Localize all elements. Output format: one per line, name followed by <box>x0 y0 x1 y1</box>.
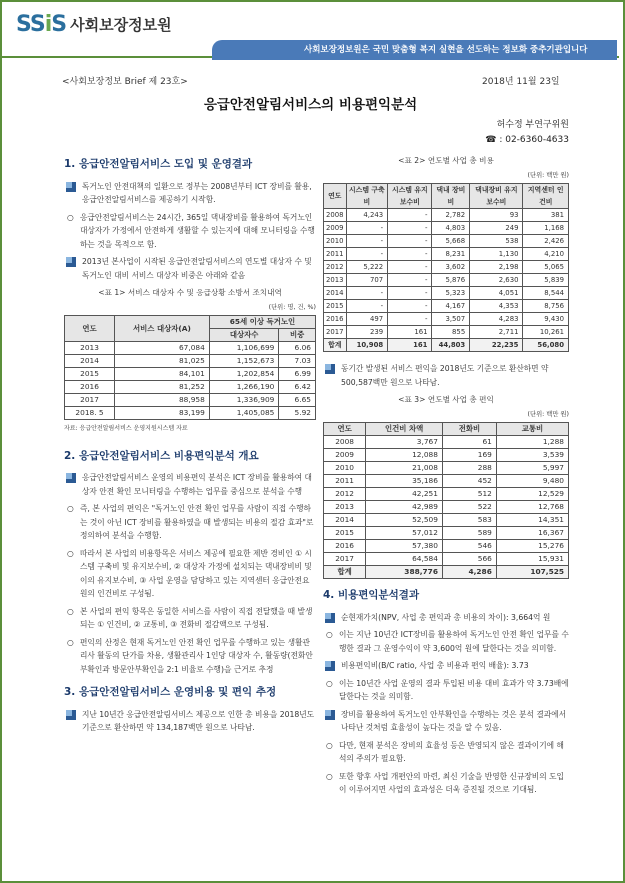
section-2-title: 2. 응급안전알림서비스 비용편익분석 개요 <box>64 449 259 462</box>
table-cell: 35,186 <box>366 475 443 488</box>
square-bullet-icon <box>66 473 76 483</box>
table-header: 교통비 <box>496 423 568 436</box>
table-cell: 2,711 <box>470 326 523 339</box>
table-cell: 497 <box>346 313 388 326</box>
square-bullet-icon <box>325 710 335 720</box>
circle-bullet-icon: ○ <box>326 678 333 688</box>
table-cell: 44,803 <box>432 339 470 352</box>
table-row <box>324 540 569 553</box>
table-cell: 2008 <box>324 209 347 222</box>
table-cell: 2013 <box>324 274 347 287</box>
table-header: 지역센터 인건비 <box>523 184 569 209</box>
table-cell: 538 <box>470 235 523 248</box>
table-cell: 107,525 <box>496 566 568 579</box>
table-cell: 12,529 <box>496 488 568 501</box>
table-cell: 3,507 <box>432 313 470 326</box>
table-cell: 93 <box>470 209 523 222</box>
table-cell: 5.92 <box>279 407 316 420</box>
table-cell: 64,584 <box>366 553 443 566</box>
circle-bullet-icon: ○ <box>67 504 74 513</box>
table-cell: 1,106,699 <box>209 342 279 355</box>
table-cell: 2,782 <box>432 209 470 222</box>
table-cell: - <box>388 222 432 235</box>
table-cell: 3,602 <box>432 261 470 274</box>
table-cell: 288 <box>442 462 496 475</box>
table-cell: 2017 <box>65 394 115 407</box>
table-cell: 4,283 <box>470 313 523 326</box>
table1-caption: <표 1> 서비스 대상자 수 및 응급상황 소방서 조치내역 <box>98 288 282 297</box>
table-cell: 2010 <box>324 235 347 248</box>
table-cell: 546 <box>442 540 496 553</box>
table-cell: 452 <box>442 475 496 488</box>
table-row <box>324 436 569 449</box>
table-row <box>324 313 569 326</box>
table-cell: 1,202,854 <box>209 368 279 381</box>
circle-bullet-icon: ○ <box>326 630 333 639</box>
table-header: 시스템 구축비 <box>346 184 388 209</box>
table-header: 댁내장비 유지보수비 <box>470 184 523 209</box>
sec4-bullet-2: 비용편익비(B/C ratio, 사업 총 비용과 편익 배율): 3.73 <box>323 659 569 673</box>
table-header: 65세 이상 독거노인 <box>209 316 315 329</box>
table-cell: 381 <box>523 209 569 222</box>
table-cell: 9,480 <box>496 475 568 488</box>
table-cell: 2014 <box>65 355 115 368</box>
table-cell: 2009 <box>324 222 347 235</box>
issue-date: 2018년 11월 23일 <box>482 77 560 87</box>
table-cell: 589 <box>442 527 496 540</box>
table-cell: 2012 <box>324 261 347 274</box>
table-cell: - <box>346 300 388 313</box>
table-cell: 합계 <box>324 566 366 579</box>
table-cell: 22,235 <box>470 339 523 352</box>
table-row <box>324 222 569 235</box>
table-row <box>324 553 569 566</box>
table-header: 시스템 유지보수비 <box>388 184 432 209</box>
table-header: 연도 <box>324 423 366 436</box>
table-row <box>65 342 316 355</box>
sec2-para-4: ○ 본 사업의 편익 항목은 동일한 서비스를 사람이 직접 전달했을 때 발생되는 ① 인건비, ② 교통비, ③ 전화비 절감액으로 구성됨. <box>67 606 313 629</box>
table-row <box>324 248 569 261</box>
table-row <box>324 235 569 248</box>
table-cell: 4,353 <box>470 300 523 313</box>
table-cell: 4,051 <box>470 287 523 300</box>
table-row <box>324 527 569 540</box>
table-cell: 42,251 <box>366 488 443 501</box>
sec4-bullet-1: 순현재가치(NPV, 사업 총 편익과 총 비용의 차이): 3,664억 원 <box>323 611 569 625</box>
sec4-bullet-3: 장비를 활용하여 독거노인 안부확인을 수행하는 것은 분석 결과에서 나타난 것처럼 효율성이 높다는 것을 알 수 있음. <box>323 708 569 735</box>
author-block <box>485 118 569 148</box>
tagline-bar: 사회보장정보원은 국민 맞춤형 복지 실현을 선도하는 정보화 중추기관입니다 <box>212 40 617 60</box>
table-cell: 6.42 <box>279 381 316 394</box>
table-cell: 1,266,190 <box>209 381 279 394</box>
table-cell: 57,380 <box>366 540 443 553</box>
mid-para-1: 동기간 발생된 서비스 편익을 2018년도 기준으로 환산하면 약 500,587백만 원으로 나타남. <box>323 362 569 389</box>
table-cell: - <box>346 222 388 235</box>
table-cell: - <box>388 287 432 300</box>
table-row <box>324 514 569 527</box>
table-cell: 8,231 <box>432 248 470 261</box>
sec1-para-3: 2013년 본사업이 시작된 응급안전알림서비스의 연도별 대상자 수 및 독거노인 대비 서비스 대상자 비중은 아래와 같음 <box>64 255 316 282</box>
table2-unit: (단위: 백만 원) <box>527 171 569 179</box>
table-cell: 388,776 <box>366 566 443 579</box>
table-row <box>65 355 316 368</box>
circle-bullet-icon: ○ <box>67 212 74 222</box>
table-cell: 10,261 <box>523 326 569 339</box>
table-cell: - <box>388 248 432 261</box>
table-header: 비중 <box>279 329 316 342</box>
table-cell: 21,008 <box>366 462 443 475</box>
table-cell: 2008 <box>324 436 366 449</box>
table-cell: 1,152,673 <box>209 355 279 368</box>
table-1 <box>64 315 316 420</box>
table-cell: 2014 <box>324 514 366 527</box>
table-cell: - <box>388 313 432 326</box>
table-cell: 6.06 <box>279 342 316 355</box>
table-header: 서비스 대상자(A) <box>115 316 210 342</box>
table-cell: 2017 <box>324 326 347 339</box>
table-row <box>324 261 569 274</box>
table-cell: 5,323 <box>432 287 470 300</box>
table-cell: 5,668 <box>432 235 470 248</box>
table-cell: 14,351 <box>496 514 568 527</box>
table-cell: 566 <box>442 553 496 566</box>
table-cell: 12,768 <box>496 501 568 514</box>
table-row <box>324 209 569 222</box>
table-cell: 2,630 <box>470 274 523 287</box>
table-cell: 2015 <box>324 300 347 313</box>
table-cell: 522 <box>442 501 496 514</box>
table-cell: 5,222 <box>346 261 388 274</box>
table-cell: 3,539 <box>496 449 568 462</box>
table-row <box>65 368 316 381</box>
table-cell: 855 <box>432 326 470 339</box>
table-row <box>324 300 569 313</box>
table-cell: 5,065 <box>523 261 569 274</box>
circle-bullet-icon: ○ <box>67 606 74 616</box>
sec2-para-3: ○ 따라서 본 사업의 비용항목은 서비스 제공에 필요한 제반 경비인 ① 시스템 구축비 및 유지보수비, ② 대상자 가정에 설치되는 댁내장비비 및 이의 유지보수비, ③ 사업 운영을 담당하고 있는 지역센터 응급안전요원의 인건비로 구성됨. <box>67 548 312 598</box>
table-cell: 5,839 <box>523 274 569 287</box>
table-cell: 83,199 <box>115 407 210 420</box>
page-title: 응급안전알림서비스의 비용편익분석 <box>203 97 418 113</box>
brief-label: <사회보장정보 Brief 제 23호> <box>62 77 188 87</box>
table-cell: 2012 <box>324 488 366 501</box>
table-header: 댁내 장비비 <box>432 184 470 209</box>
table-cell: 2016 <box>324 540 366 553</box>
section-3-title: 3. 응급안전알림서비스 운영비용 및 편익 추정 <box>64 686 277 698</box>
table-cell: - <box>388 300 432 313</box>
table-cell: - <box>346 248 388 261</box>
table-cell: 2014 <box>324 287 347 300</box>
square-bullet-icon <box>325 661 335 671</box>
table-cell: 2018. 5 <box>65 407 115 420</box>
table-cell: 2,198 <box>470 261 523 274</box>
table-cell: 4,243 <box>346 209 388 222</box>
table-cell: 1,336,909 <box>209 394 279 407</box>
sec4-sub-2: ○ 이는 10년간 사업 운영의 결과 투입된 비용 대비 효과가 약 3.73배에 달한다는 것을 의미함. <box>326 678 569 701</box>
right-column <box>323 150 569 801</box>
table-cell: 12,088 <box>366 449 443 462</box>
table-cell: 3,767 <box>366 436 443 449</box>
table-cell: 239 <box>346 326 388 339</box>
table-cell: 1,288 <box>496 436 568 449</box>
table-cell: 4,803 <box>432 222 470 235</box>
table-cell: 57,012 <box>366 527 443 540</box>
table-cell: 4,286 <box>442 566 496 579</box>
table-row <box>324 274 569 287</box>
table-cell: 81,252 <box>115 381 210 394</box>
square-bullet-icon <box>325 613 335 623</box>
sec1-para-2: ○ 응급안전알림서비스는 24시간, 365일 댁내장비를 활용하여 독거노인 대상자가 가정에서 안전하게 생활할 수 있는지에 대해 모니터링을 수행하는 것을 목적으로 함. <box>67 212 315 249</box>
table-cell: 4,210 <box>523 248 569 261</box>
table-cell: - <box>388 235 432 248</box>
table-cell: 1,168 <box>523 222 569 235</box>
table-header: 대상자수 <box>209 329 279 342</box>
table-cell: 15,931 <box>496 553 568 566</box>
square-bullet-icon <box>66 182 76 192</box>
org-name: 사회보장정보원 <box>70 16 172 34</box>
table-row <box>324 287 569 300</box>
table-cell: 2015 <box>65 368 115 381</box>
table-cell: 8,756 <box>523 300 569 313</box>
table-cell: 2016 <box>324 313 347 326</box>
table-cell: 2010 <box>324 462 366 475</box>
sec4-sub-3a: ○ 다만, 현재 분석은 장비의 효율성 등은 반영되지 않은 결과이기에 해석의 주의가 필요함. <box>326 740 564 763</box>
table-cell: 1,405,085 <box>209 407 279 420</box>
table-row <box>65 381 316 394</box>
table-cell: 2015 <box>324 527 366 540</box>
table-header: 전화비 <box>442 423 496 436</box>
table-cell: 52,509 <box>366 514 443 527</box>
table-cell: 583 <box>442 514 496 527</box>
table-row <box>324 488 569 501</box>
table-row <box>65 394 316 407</box>
section-1-title: 1. 응급안전알림서비스 도입 및 운영결과 <box>64 158 253 170</box>
table-cell: 8,544 <box>523 287 569 300</box>
author-name: 허수정 부연구위원 <box>496 120 569 130</box>
table1-unit: (단위: 명, 건, %) <box>268 303 316 311</box>
circle-bullet-icon: ○ <box>67 548 74 558</box>
table-cell: 16,367 <box>496 527 568 540</box>
left-column <box>64 150 316 739</box>
table-cell: 67,084 <box>115 342 210 355</box>
table-cell: 249 <box>470 222 523 235</box>
table-row <box>65 407 316 420</box>
table-header: 연도 <box>324 184 347 209</box>
table-cell: 161 <box>388 339 432 352</box>
table-cell: - <box>388 274 432 287</box>
table1-source: 자료: 응급안전알림서비스 운영지원시스템 자료 <box>64 425 188 432</box>
table-cell: 2011 <box>324 248 347 261</box>
table-cell: - <box>346 235 388 248</box>
square-bullet-icon <box>325 364 335 374</box>
table-cell: 88,958 <box>115 394 210 407</box>
circle-bullet-icon: ○ <box>67 637 74 647</box>
table-cell: 2013 <box>324 501 366 514</box>
table-cell: 81,025 <box>115 355 210 368</box>
table3-caption: <표 3> 연도별 사업 총 편익 <box>398 395 494 404</box>
sec4-sub-3b: ○ 또한 향후 사업 개편안의 마련, 최신 기술을 반영한 신규장비의 도입이 이루어지면 사업의 효과성은 더욱 증진될 것으로 기대됨. <box>326 771 564 794</box>
table-header: 연도 <box>65 316 115 342</box>
table-cell: 512 <box>442 488 496 501</box>
sec2-para-5: ○ 편익의 산정은 현재 독거노인 안전 확인 업무를 수행하고 있는 생활관리사 활동의 단가를 차용, 생활관리사 1인당 대상자 수, 활동량(전화안부확인과 방문안부확인을 2:1 비율로 수행)을 근거로 추정 <box>67 637 313 674</box>
table-cell: 61 <box>442 436 496 449</box>
table-cell: 169 <box>442 449 496 462</box>
header <box>2 2 619 58</box>
table-row <box>324 501 569 514</box>
table-cell: 6.65 <box>279 394 316 407</box>
table-cell: 56,080 <box>523 339 569 352</box>
table-cell: 9,430 <box>523 313 569 326</box>
section-4-title: 4. 비용편익분석결과 <box>323 589 420 601</box>
table-cell: 2009 <box>324 449 366 462</box>
table-row <box>324 475 569 488</box>
table-3 <box>323 422 569 579</box>
table-cell: 161 <box>388 326 432 339</box>
table3-unit: (단위: 백만 원) <box>527 410 569 418</box>
logo <box>16 12 172 37</box>
sec4-sub-1: ○ 이는 지난 10년간 ICT장비를 활용하여 독거노인 안전 확인 업무를 수행한 결과 그 운영수익이 약 3,600억 원에 달한다는 것을 의미함. <box>326 630 569 653</box>
sec2-para-1: 응급안전알림서비스 운영의 비용편익 분석은 ICT 장비를 활용하여 대상자 안전 확인 모니터링을 수행하는 업무를 중심으로 분석을 수행 <box>64 471 316 498</box>
ssis-logo-icon: SSiS <box>16 12 67 37</box>
table-cell: 84,101 <box>115 368 210 381</box>
square-bullet-icon <box>66 710 76 720</box>
table-cell: 42,989 <box>366 501 443 514</box>
circle-bullet-icon: ○ <box>326 771 333 781</box>
table-row <box>324 449 569 462</box>
sec3-para-1: 지난 10년간 응급안전알림서비스 제공으로 인한 총 비용을 2018년도 기준으로 환산하면 약 134,187백만 원으로 나타남. <box>64 708 316 735</box>
table-cell: 2017 <box>324 553 366 566</box>
table-cell: 5,997 <box>496 462 568 475</box>
table-header: 인건비 차액 <box>366 423 443 436</box>
table-cell: 5,876 <box>432 274 470 287</box>
table-cell: - <box>388 261 432 274</box>
table-cell: 707 <box>346 274 388 287</box>
circle-bullet-icon: ○ <box>326 740 333 750</box>
author-phone: ☎ : 02-6360-4633 <box>485 135 569 145</box>
table-cell: 2011 <box>324 475 366 488</box>
table-row <box>324 462 569 475</box>
table-cell: 7.03 <box>279 355 316 368</box>
table-total-row <box>324 339 569 352</box>
table-cell: 2016 <box>65 381 115 394</box>
square-bullet-icon <box>66 257 76 267</box>
table-cell: 15,276 <box>496 540 568 553</box>
table-total-row <box>324 566 569 579</box>
table-cell: 2,426 <box>523 235 569 248</box>
sec2-para-2: ○ 즉, 본 사업의 편익은 "독거노인 안전 확인 업무를 사람이 직접 수행하는 것이 아닌 ICT 장비를 활용하였을 때 발생되는 비용의 절감 효과"로 정의하여 분석을 수행함. <box>67 504 314 540</box>
table-cell: 합계 <box>324 339 347 352</box>
table-cell: 1,130 <box>470 248 523 261</box>
table2-caption: <표 2> 연도별 사업 총 비용 <box>398 156 494 165</box>
table-cell: 4,167 <box>432 300 470 313</box>
table-cell: 2013 <box>65 342 115 355</box>
table-cell: 10,908 <box>346 339 388 352</box>
sec1-para-1: 독거노인 안전대책의 일환으로 정부는 2008년부터 ICT 장비를 활용, 응급안전알림서비스를 제공하기 시작함. <box>64 180 316 207</box>
table-row <box>324 326 569 339</box>
table-2 <box>323 183 569 352</box>
table-cell: 6.99 <box>279 368 316 381</box>
phone-icon: ☎ <box>485 135 497 145</box>
table-cell: - <box>346 287 388 300</box>
table-cell: - <box>388 209 432 222</box>
